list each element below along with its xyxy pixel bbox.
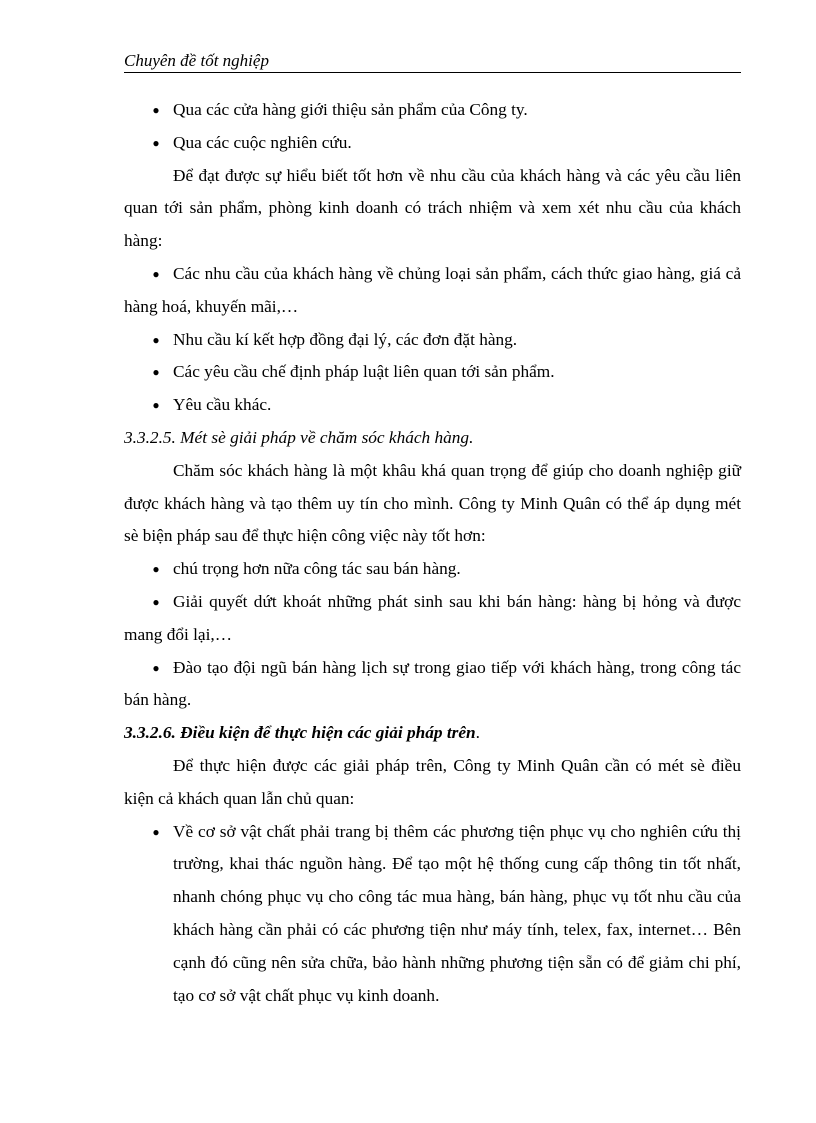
bullet-text: Qua các cửa hàng giới thiệu sản phẩm của Công ty. [173,100,528,119]
header-title: Chuyên đề tốt nghiệp [124,51,269,70]
bullet-text: Về cơ sở vật chất phải trang bị thêm các phương tiện phục vụ cho nghiên cứu thị trường, khai thác nguồn hàng. Để tạo một hệ thống cung cấp thông tin tốt nhất, nhanh chóng phục vụ cho công tác mua hàng, bán hàng, phục vụ tốt nhu cầu của khách hàng cần phải có các phương tiện như máy tính, telex, fax, internet… Bên cạnh đó cũng nên sửa chữa, bảo hành những phương tiện sẵn có để giảm chi phí, tạo cơ sở vật chất phục vụ kinh doanh. [173,821,741,1005]
bullet-text: Yêu cầu khác. [173,395,272,415]
bullet-dot-icon: ● [152,332,160,347]
bullet-text: Nhu cầu kí kết hợp đồng đại lý, các đơn đặt hàng. [173,329,518,349]
bullet-text: Các yêu cầu chế định pháp luật liên quan tới sản phẩm. [173,362,555,382]
bullet-dot-icon: ● [152,266,160,281]
bullet-item [124,127,741,160]
bullet-text: chú trọng hơn nữa công tác sau bán hàng. [173,559,461,579]
section-heading-period: . [475,723,480,743]
section-heading: 3.3.2.6. Điều kiện để thực hiện các giải pháp trên [124,723,476,743]
bullet-item [124,258,741,324]
document-body [124,94,741,1012]
bullet-item [124,816,741,1013]
bullet-dot-icon: ● [152,594,160,609]
page-header [124,50,741,73]
paragraph: Chăm sóc khách hàng là một khâu khá quan trọng để giúp cho doanh nghiệp giữ được khách hàng và tạo thêm uy tín cho mình. Công ty Minh Quân có thể áp dụng mét sè biện pháp sau để thực hiện công việc này tốt hơn: [124,460,741,546]
bullet-item [124,586,741,652]
bullet-dot-icon: ● [152,103,160,117]
bullet-item [124,652,741,718]
bullet-dot-icon: ● [152,135,160,150]
bullet-item [124,553,741,586]
bullet-item [124,389,741,422]
bullet-text: Đào tạo đội ngũ bán hàng lịch sự trong giao tiếp với khách hàng, trong công tác bán hàng. [124,657,741,710]
bullet-dot-icon: ● [152,824,160,839]
bullet-dot-icon: ● [152,660,160,675]
bullet-item [124,94,741,127]
paragraph: Để đạt được sự hiểu biết tốt hơn về nhu cầu của khách hàng và các yêu cầu liên quan tới sản phẩm, phòng kinh doanh có trách nhiệm và xem xét nhu cầu của khách hàng: [124,165,741,251]
bullet-text: Qua các cuộc nghiên cứu. [173,132,352,152]
section-heading: 3.3.2.5. Mét sè giải pháp về chăm sóc khách hàng. [124,427,474,447]
bullet-text: Các nhu cầu của khách hàng về chủng loại sản phẩm, cách thức giao hàng, giá cả hàng hoá, khuyến mãi,… [124,263,741,316]
paragraph: Để thực hiện được các giải pháp trên, Công ty Minh Quân cần có mét sè điều kiện cả khách quan lẫn chủ quan: [124,755,741,808]
bullet-item [124,356,741,389]
section-heading-row [124,717,741,750]
bullet-dot-icon: ● [152,562,160,577]
bullet-item [124,324,741,357]
bullet-dot-icon: ● [152,365,160,380]
bullet-dot-icon: ● [152,398,160,413]
bullet-text: Giải quyết dứt khoát những phát sinh sau khi bán hàng: hàng bị hỏng và được mang đổi lại,… [124,591,741,644]
